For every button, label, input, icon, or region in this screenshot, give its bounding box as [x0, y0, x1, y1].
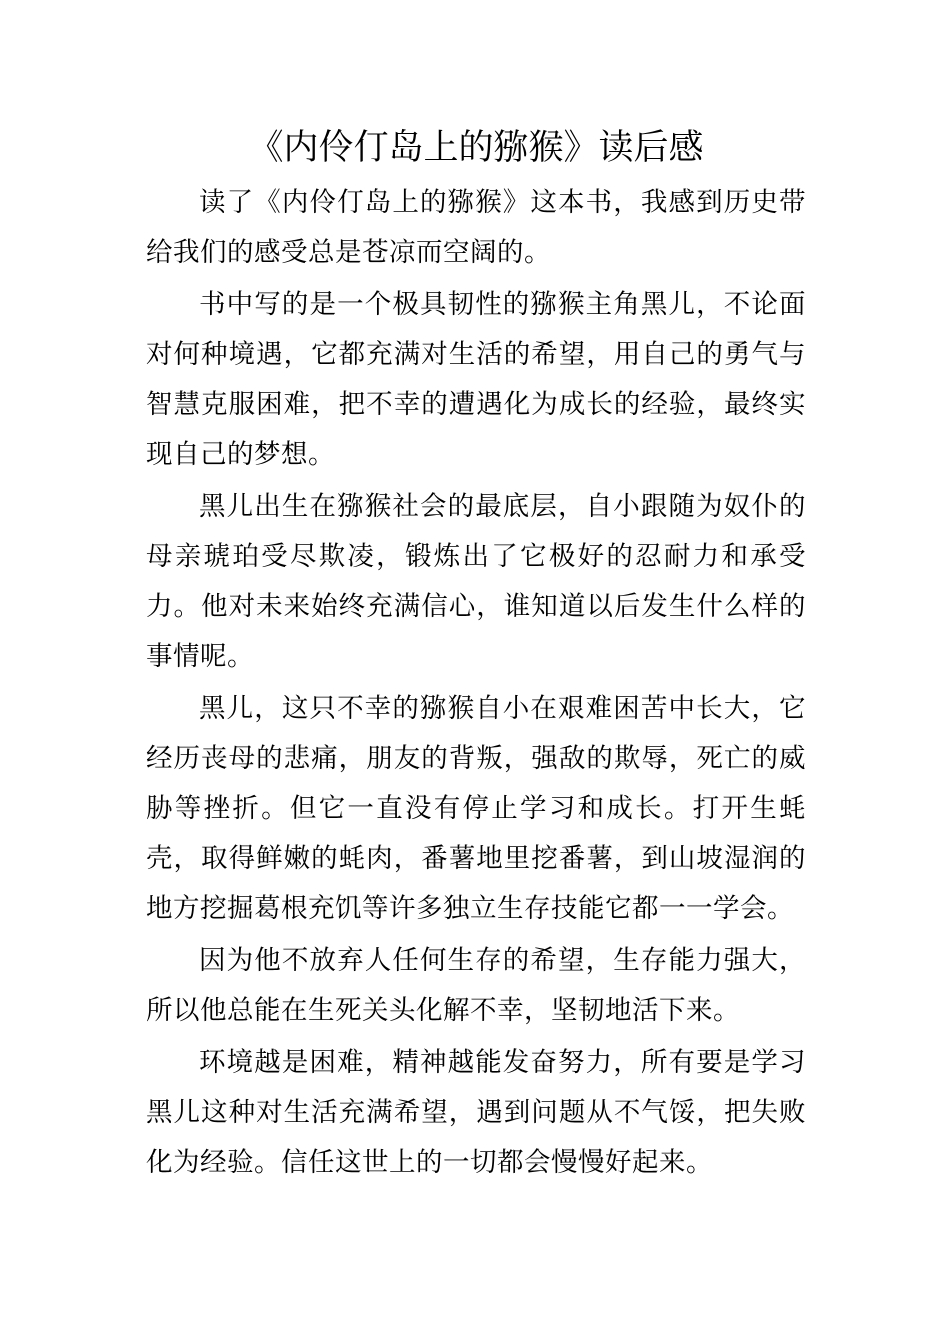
paragraph: 环境越是困难，精神越能发奋努力，所有要是学习黑儿这种对生活充满希望，遇到问题从不气馁，把失败化为经验。信任这世上的一切都会慢慢好起来。 [146, 1047, 806, 1178]
paragraph: 书中写的是一个极具韧性的猕猴主角黑儿，不论面对何种境遇，它都充满对生活的希望，用自己的勇气与智慧克服困难，把不幸的遭遇化为成长的经验，最终实现自己的梦想。 [146, 289, 806, 470]
document-title: 《内伶仃岛上的猕猴》读后感 [248, 128, 704, 168]
document-body [146, 178, 806, 1188]
paragraph: 读了《内伶仃岛上的猕猴》这本书，我感到历史带给我们的感受总是苍凉而空阔的。 [146, 187, 806, 268]
paragraph: 因为他不放弃人任何生存的希望，生存能力强大，所以他总能在生死关头化解不幸，坚韧地活下来。 [146, 945, 806, 1026]
paragraph: 黑儿出生在猕猴社会的最底层，自小跟随为奴仆的母亲琥珀受尽欺凌，锻炼出了它极好的忍耐力和承受力。他对未来始终充满信心，谁知道以后发生什么样的事情呢。 [146, 491, 806, 672]
paragraph: 黑儿，这只不幸的猕猴自小在艰难困苦中长大，它经历丧母的悲痛，朋友的背叛，强敌的欺辱，死亡的威胁等挫折。但它一直没有停止学习和成长。打开生蚝壳，取得鲜嫩的蚝肉，番薯地里挖番薯，到山坡湿润的地方挖掘葛根充饥等许多独立生存技能它都一一学会。 [146, 693, 806, 924]
document-page [146, 118, 806, 1190]
